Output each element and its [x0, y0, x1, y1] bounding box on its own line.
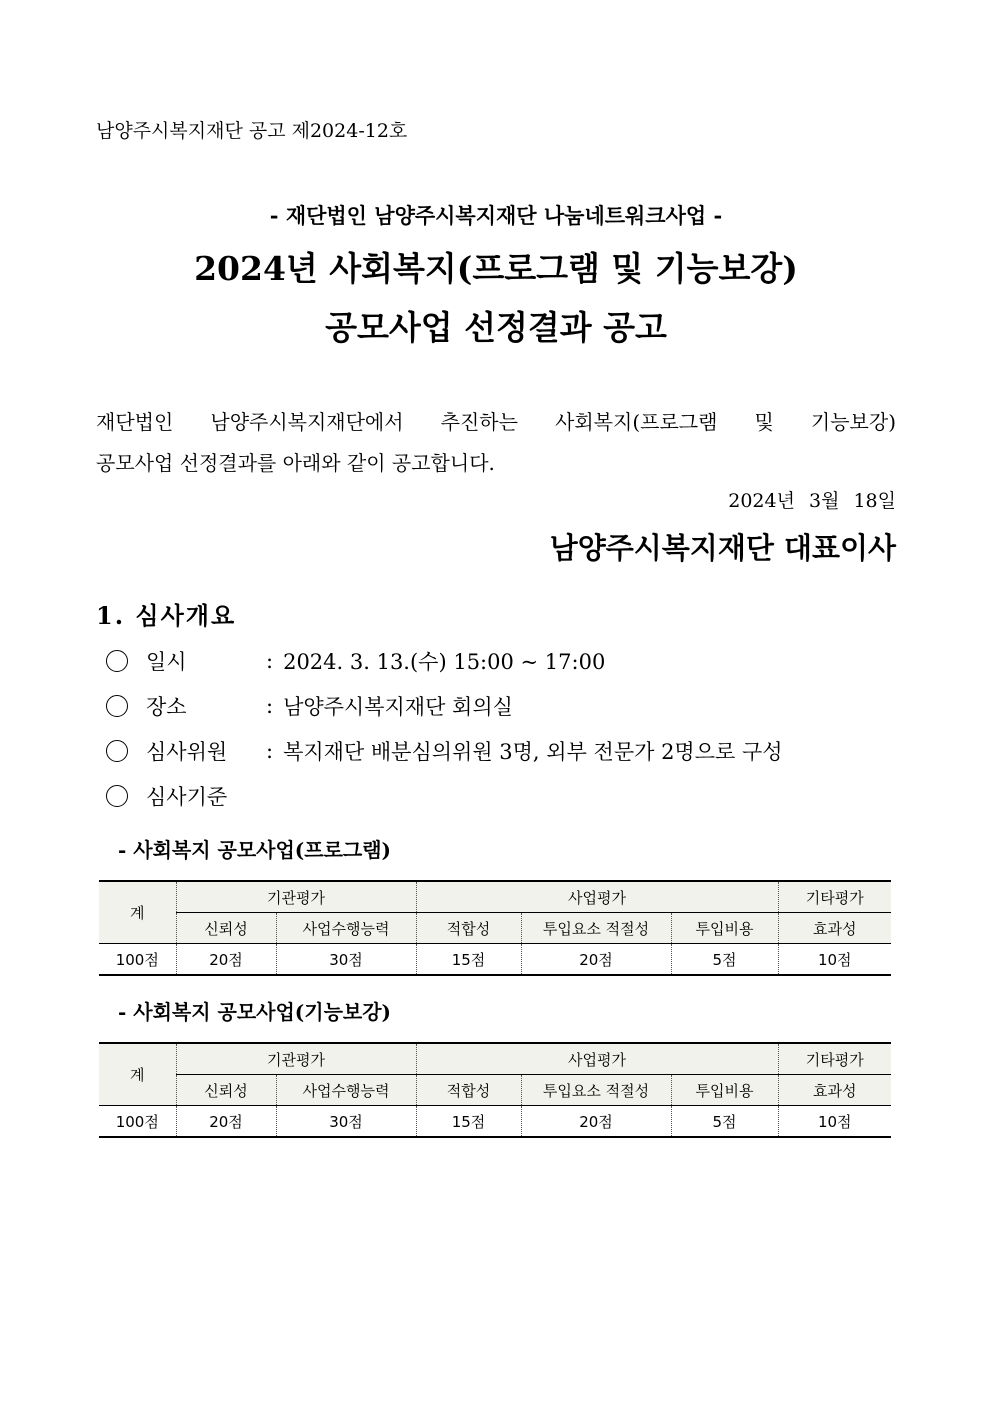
group-header-other: 기타평가	[778, 881, 891, 913]
subtitle: - 재단법인 남양주시복지재단 나눔네트워크사업 -	[269, 203, 723, 228]
column-header: 효과성	[778, 1075, 891, 1106]
column-header: 사업수행능력	[276, 913, 416, 944]
score-cell: 5점	[671, 944, 778, 976]
column-header: 투입비용	[671, 1075, 778, 1106]
score-cell: 20점	[521, 1106, 671, 1138]
score-cell: 20점	[176, 944, 276, 976]
table-row	[99, 1106, 891, 1138]
section-title-review-overview: 1. 심사개요	[96, 601, 237, 630]
score-cell: 10점	[778, 944, 891, 976]
column-header: 투입요소 적절성	[521, 1075, 671, 1106]
overview-label: 심사기준	[146, 785, 228, 809]
score-cell: 20점	[521, 944, 671, 976]
table-row	[99, 944, 891, 976]
score-cell: 10점	[778, 1106, 891, 1138]
circle-bullet-icon	[106, 785, 128, 807]
score-cell: 5점	[671, 1106, 778, 1138]
overview-item-place	[106, 691, 513, 721]
score-cell: 100점	[99, 1106, 176, 1138]
criteria-heading-facility: - 사회복지 공모사업(기능보강)	[118, 1000, 391, 1024]
column-header: 적합성	[416, 913, 521, 944]
score-cell: 100점	[99, 944, 176, 976]
criteria-table-program	[99, 880, 891, 976]
column-header: 신뢰성	[176, 1075, 276, 1106]
group-header-institution: 기관평가	[176, 1043, 416, 1075]
overview-value: 남양주시복지재단 회의실	[283, 695, 513, 719]
column-header: 투입요소 적절성	[521, 913, 671, 944]
criteria-table-facility	[99, 1042, 891, 1138]
signer: 남양주시복지재단 대표이사	[549, 531, 896, 565]
overview-value: 2024. 3. 13.(수) 15:00 ~ 17:00	[283, 650, 606, 674]
column-header: 적합성	[416, 1075, 521, 1106]
overview-label: 장소	[146, 695, 187, 719]
column-header: 투입비용	[671, 913, 778, 944]
column-header: 신뢰성	[176, 913, 276, 944]
overview-separator: :	[266, 739, 274, 763]
overview-item-reviewers	[106, 736, 783, 766]
score-cell: 30점	[276, 1106, 416, 1138]
overview-label: 일시	[146, 650, 187, 674]
column-header: 사업수행능력	[276, 1075, 416, 1106]
circle-bullet-icon	[106, 740, 128, 762]
group-header-institution: 기관평가	[176, 881, 416, 913]
group-header-project: 사업평가	[416, 1043, 778, 1075]
header-total: 계	[99, 1043, 176, 1106]
group-header-project: 사업평가	[416, 881, 778, 913]
group-header-other: 기타평가	[778, 1043, 891, 1075]
score-cell: 15점	[416, 944, 521, 976]
notice-number: 남양주시복지재단 공고 제2024-12호	[96, 120, 408, 142]
title-line-1: 2024년 사회복지(프로그램 및 기능보강)	[194, 249, 798, 288]
body-line-2: 공모사업 선정결과를 아래와 같이 공고합니다.	[96, 451, 495, 475]
overview-label: 심사위원	[146, 740, 228, 764]
score-cell: 20점	[176, 1106, 276, 1138]
title-line-2: 공모사업 선정결과 공고	[325, 308, 667, 347]
circle-bullet-icon	[106, 695, 128, 717]
overview-item-criteria	[106, 781, 227, 811]
score-cell: 15점	[416, 1106, 521, 1138]
overview-separator: :	[266, 694, 274, 718]
overview-value: 복지재단 배분심의위원 3명, 외부 전문가 2명으로 구성	[283, 740, 783, 764]
column-header: 효과성	[778, 913, 891, 944]
score-cell: 30점	[276, 944, 416, 976]
header-total: 계	[99, 881, 176, 944]
overview-separator: :	[266, 649, 274, 673]
notice-date: 2024년 3월 18일	[728, 490, 896, 512]
circle-bullet-icon	[106, 650, 128, 672]
criteria-heading-program: - 사회복지 공모사업(프로그램)	[118, 838, 391, 862]
body-line-1: 재단법인 남양주시복지재단에서 추진하는 사회복지(프로그램 및 기능보강)	[96, 410, 896, 434]
overview-item-datetime	[106, 646, 605, 676]
